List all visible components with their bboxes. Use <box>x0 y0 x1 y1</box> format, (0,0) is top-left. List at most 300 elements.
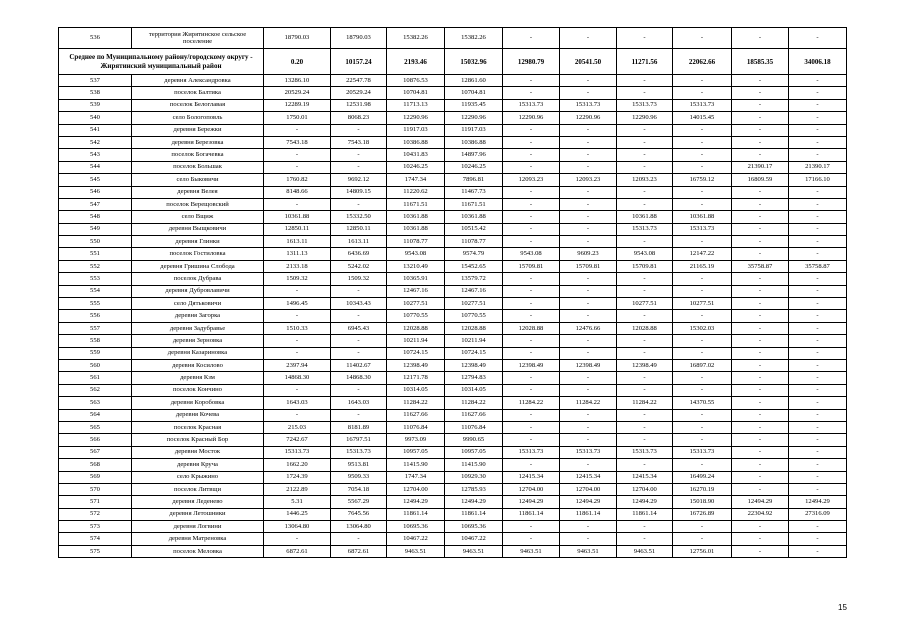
value-cell: - <box>673 273 732 285</box>
value-cell: - <box>264 149 331 161</box>
value-cell: 12861.60 <box>445 75 503 87</box>
value-cell: 5567.29 <box>331 496 387 508</box>
settlement-name: поселок Белоглавая <box>132 99 264 111</box>
value-cell: - <box>732 298 789 310</box>
value-cell: 10246.25 <box>445 161 503 173</box>
settlement-name: деревня Мосток <box>132 446 264 458</box>
value-cell: 1510.33 <box>264 322 331 334</box>
table-row <box>59 310 847 322</box>
value-cell: - <box>789 99 847 111</box>
value-cell: 11078.77 <box>387 236 445 248</box>
value-cell: - <box>732 186 789 198</box>
table-row <box>59 248 847 260</box>
value-cell: - <box>673 28 732 49</box>
value-cell: 15313.73 <box>503 99 560 111</box>
value-cell: 21390.17 <box>789 161 847 173</box>
value-cell: - <box>617 149 673 161</box>
value-cell: - <box>732 236 789 248</box>
value-cell: - <box>560 28 617 49</box>
value-cell: 14370.55 <box>673 397 732 409</box>
settlement-name: село Вщиж <box>132 211 264 223</box>
value-cell: 15018.90 <box>673 496 732 508</box>
value-cell: - <box>560 335 617 347</box>
table-row <box>59 347 847 359</box>
value-cell: - <box>789 236 847 248</box>
value-cell: 9990.65 <box>445 434 503 446</box>
settlement-name: территория Жирятинское сельское поселение <box>132 28 264 49</box>
table-row <box>59 508 847 520</box>
value-cell: - <box>789 28 847 49</box>
table-row <box>59 136 847 148</box>
settlement-name: деревня Выщковичи <box>132 223 264 235</box>
value-cell: - <box>673 285 732 297</box>
value-cell: 12785.93 <box>445 483 503 495</box>
value-cell: 1760.82 <box>264 174 331 186</box>
table-row <box>59 112 847 124</box>
value-cell: 12290.96 <box>560 112 617 124</box>
value-cell: - <box>617 533 673 545</box>
value-cell: 12398.49 <box>503 359 560 371</box>
settlement-name: деревня Бережки <box>132 124 264 136</box>
table-row <box>59 87 847 99</box>
row-number: 548 <box>59 211 132 223</box>
value-cell: - <box>617 186 673 198</box>
value-cell: - <box>617 521 673 533</box>
value-cell: - <box>503 372 560 384</box>
value-cell: - <box>560 124 617 136</box>
value-cell: - <box>789 471 847 483</box>
row-number: 549 <box>59 223 132 235</box>
value-cell: 10957.05 <box>445 446 503 458</box>
table-row <box>59 409 847 421</box>
value-cell: - <box>732 28 789 49</box>
value-cell: 20529.24 <box>264 87 331 99</box>
value-cell: - <box>503 434 560 446</box>
value-cell: 11284.22 <box>387 397 445 409</box>
value-cell: 12147.22 <box>673 248 732 260</box>
value-cell: - <box>503 347 560 359</box>
value-cell: - <box>560 161 617 173</box>
value-cell: 9574.79 <box>445 248 503 260</box>
value-cell: - <box>503 28 560 49</box>
value-cell: 12476.66 <box>560 322 617 334</box>
value-cell: - <box>732 347 789 359</box>
value-cell: 15313.73 <box>503 446 560 458</box>
value-cell: - <box>503 298 560 310</box>
value-cell: 10365.91 <box>387 273 445 285</box>
settlement-name: село Быковичи <box>132 174 264 186</box>
value-cell: - <box>732 99 789 111</box>
value-cell: 11671.51 <box>387 198 445 210</box>
row-number: 569 <box>59 471 132 483</box>
value-cell: 9463.51 <box>503 545 560 557</box>
table-row <box>59 285 847 297</box>
value-cell: 11861.14 <box>445 508 503 520</box>
value-cell: - <box>732 75 789 87</box>
table-row <box>59 471 847 483</box>
value-cell: 10361.88 <box>264 211 331 223</box>
value-cell: 8181.89 <box>331 421 387 433</box>
page-number: 15 <box>838 603 847 612</box>
value-cell: 9543.08 <box>387 248 445 260</box>
table-row <box>59 459 847 471</box>
value-cell: - <box>617 87 673 99</box>
settlement-name: деревня Зерновка <box>132 335 264 347</box>
value-cell: - <box>560 236 617 248</box>
value-cell: - <box>503 136 560 148</box>
value-cell: 1643.03 <box>331 397 387 409</box>
value-cell: 9463.51 <box>617 545 673 557</box>
value-cell: 13286.10 <box>264 75 331 87</box>
value-cell: - <box>789 372 847 384</box>
value-cell: - <box>732 533 789 545</box>
value-cell: 7054.18 <box>331 483 387 495</box>
value-cell: - <box>503 384 560 396</box>
value-cell: 15313.73 <box>673 446 732 458</box>
value-cell: - <box>617 409 673 421</box>
value-cell: 10724.15 <box>387 347 445 359</box>
value-cell: 11076.84 <box>387 421 445 433</box>
value-cell: - <box>560 223 617 235</box>
value-cell: - <box>503 533 560 545</box>
value-cell: - <box>560 384 617 396</box>
table-row <box>59 75 847 87</box>
value-cell: 1509.32 <box>264 273 331 285</box>
value-cell: 12290.96 <box>617 112 673 124</box>
value-cell: 14897.96 <box>445 149 503 161</box>
table-row <box>59 533 847 545</box>
table-row <box>59 223 847 235</box>
value-cell: - <box>673 434 732 446</box>
value-cell: - <box>789 310 847 322</box>
value-cell: 1662.20 <box>264 459 331 471</box>
value-cell: - <box>560 87 617 99</box>
value-cell: 10876.53 <box>387 75 445 87</box>
value-cell: 11861.14 <box>503 508 560 520</box>
settlement-name: деревня Дубровлавичи <box>132 285 264 297</box>
value-cell: - <box>331 409 387 421</box>
value-cell: 9609.23 <box>560 248 617 260</box>
value-cell: - <box>673 533 732 545</box>
value-cell: 18790.03 <box>331 28 387 49</box>
value-cell: 10695.36 <box>387 521 445 533</box>
value-cell: - <box>331 533 387 545</box>
value-cell: 15313.73 <box>560 446 617 458</box>
value-cell: - <box>732 273 789 285</box>
value-cell: - <box>673 421 732 433</box>
value-cell: - <box>789 285 847 297</box>
value-cell: - <box>617 285 673 297</box>
value-cell: 15332.50 <box>331 211 387 223</box>
value-cell: 16726.89 <box>673 508 732 520</box>
value-cell: 15313.73 <box>617 446 673 458</box>
table-row <box>59 446 847 458</box>
value-cell: - <box>560 421 617 433</box>
value-cell: - <box>560 198 617 210</box>
value-cell: - <box>617 347 673 359</box>
value-cell: 10957.05 <box>387 446 445 458</box>
settlement-name: поселок Балтика <box>132 87 264 99</box>
value-cell: - <box>732 471 789 483</box>
value-cell: - <box>264 347 331 359</box>
value-cell: 12467.16 <box>387 285 445 297</box>
value-cell: - <box>789 533 847 545</box>
value-cell: 12290.96 <box>503 112 560 124</box>
value-cell: - <box>732 198 789 210</box>
value-cell: 12850.11 <box>331 223 387 235</box>
table-row <box>59 372 847 384</box>
value-cell: 11220.62 <box>387 186 445 198</box>
value-cell: - <box>617 28 673 49</box>
value-cell: - <box>789 198 847 210</box>
settlement-name: деревня Александровка <box>132 75 264 87</box>
value-cell: 10515.42 <box>445 223 503 235</box>
value-cell: 11076.84 <box>445 421 503 433</box>
value-cell: - <box>673 347 732 359</box>
value-cell: - <box>732 421 789 433</box>
value-cell: - <box>673 124 732 136</box>
table-row <box>59 421 847 433</box>
value-cell: - <box>264 124 331 136</box>
value-cell: - <box>673 409 732 421</box>
value-cell: - <box>617 421 673 433</box>
settlement-name: село Дятьковичи <box>132 298 264 310</box>
value-cell: - <box>789 335 847 347</box>
value-cell: - <box>264 335 331 347</box>
row-number: 556 <box>59 310 132 322</box>
value-cell: 1747.34 <box>387 471 445 483</box>
row-number: 557 <box>59 322 132 334</box>
value-cell: 10277.51 <box>445 298 503 310</box>
settlement-name: поселок Кончино <box>132 384 264 396</box>
value-cell: 9509.33 <box>331 471 387 483</box>
table-row <box>59 298 847 310</box>
value-cell: 11627.66 <box>445 409 503 421</box>
value-cell: - <box>789 421 847 433</box>
value-cell: - <box>264 384 331 396</box>
value-cell: 15313.73 <box>617 223 673 235</box>
value-cell: - <box>789 75 847 87</box>
value-cell: 7242.67 <box>264 434 331 446</box>
value-cell: 12093.23 <box>617 174 673 186</box>
value-cell: - <box>789 87 847 99</box>
settlement-name: деревня Березовка <box>132 136 264 148</box>
value-cell: - <box>673 186 732 198</box>
value-cell: 11284.22 <box>560 397 617 409</box>
value-cell: - <box>331 198 387 210</box>
value-cell: - <box>503 211 560 223</box>
settlement-name: поселок Литвщи <box>132 483 264 495</box>
value-cell: 6872.61 <box>331 545 387 557</box>
value-cell: 21165.19 <box>673 260 732 272</box>
value-cell: 12289.19 <box>264 99 331 111</box>
value-cell: - <box>560 434 617 446</box>
value-cell: - <box>673 149 732 161</box>
value-cell: 15709.81 <box>617 260 673 272</box>
value-cell: 12494.29 <box>560 496 617 508</box>
table-row <box>59 397 847 409</box>
value-cell: 10361.88 <box>673 211 732 223</box>
value-cell: 12494.29 <box>445 496 503 508</box>
value-cell: - <box>560 75 617 87</box>
value-cell: - <box>732 397 789 409</box>
table-row <box>59 322 847 334</box>
value-cell: - <box>732 359 789 371</box>
value-cell: 9692.12 <box>331 174 387 186</box>
value-cell: - <box>331 310 387 322</box>
value-cell: 15302.03 <box>673 322 732 334</box>
value-cell: 15382.26 <box>387 28 445 49</box>
value-cell: - <box>789 211 847 223</box>
value-cell: 12093.23 <box>560 174 617 186</box>
value-cell: 10770.55 <box>445 310 503 322</box>
value-cell: 12531.98 <box>331 99 387 111</box>
settlement-name: деревня Велея <box>132 186 264 198</box>
value-cell: 10361.88 <box>387 223 445 235</box>
value-cell: - <box>331 149 387 161</box>
value-cell: - <box>560 521 617 533</box>
row-number: 544 <box>59 161 132 173</box>
value-cell: 22547.78 <box>331 75 387 87</box>
value-cell: 16499.24 <box>673 471 732 483</box>
value-cell: 11917.03 <box>445 124 503 136</box>
settlement-name: поселок Меловка <box>132 545 264 557</box>
value-cell: - <box>732 87 789 99</box>
value-cell: - <box>617 273 673 285</box>
average-row <box>59 49 847 75</box>
value-cell: 13579.72 <box>445 273 503 285</box>
table-row <box>59 149 847 161</box>
value-cell: - <box>264 161 331 173</box>
value-cell: 18585.35 <box>732 49 789 75</box>
value-cell: - <box>560 347 617 359</box>
value-cell: - <box>331 347 387 359</box>
value-cell: - <box>789 136 847 148</box>
value-cell: 12415.34 <box>503 471 560 483</box>
value-cell: 11861.14 <box>617 508 673 520</box>
value-cell: 6945.43 <box>331 322 387 334</box>
row-number: 567 <box>59 446 132 458</box>
value-cell: 11402.67 <box>331 359 387 371</box>
value-cell: - <box>560 273 617 285</box>
table-row <box>59 99 847 111</box>
value-cell: 10467.22 <box>445 533 503 545</box>
settlement-name: поселок Гостиловка <box>132 248 264 260</box>
value-cell: - <box>617 310 673 322</box>
value-cell: - <box>673 384 732 396</box>
value-cell: 12398.49 <box>387 359 445 371</box>
value-cell: 15032.96 <box>445 49 503 75</box>
value-cell: - <box>789 248 847 260</box>
value-cell: 11935.45 <box>445 99 503 111</box>
value-cell: 12028.88 <box>617 322 673 334</box>
row-number: 541 <box>59 124 132 136</box>
row-number: 542 <box>59 136 132 148</box>
table-row <box>59 273 847 285</box>
value-cell: 10704.81 <box>445 87 503 99</box>
value-cell: 20529.24 <box>331 87 387 99</box>
row-number: 550 <box>59 236 132 248</box>
value-cell: 10770.55 <box>387 310 445 322</box>
value-cell: - <box>673 310 732 322</box>
value-cell: 12467.16 <box>445 285 503 297</box>
table-row <box>59 434 847 446</box>
value-cell: 15313.73 <box>264 446 331 458</box>
row-number: 561 <box>59 372 132 384</box>
value-cell: - <box>560 186 617 198</box>
value-cell: 12704.00 <box>617 483 673 495</box>
value-cell: - <box>560 372 617 384</box>
value-cell: - <box>789 273 847 285</box>
value-cell: 12028.88 <box>445 322 503 334</box>
row-number: 539 <box>59 99 132 111</box>
value-cell: - <box>673 198 732 210</box>
value-cell: 15313.73 <box>617 99 673 111</box>
table-row <box>59 174 847 186</box>
value-cell: - <box>503 236 560 248</box>
value-cell: 16270.19 <box>673 483 732 495</box>
value-cell: - <box>789 223 847 235</box>
value-cell: - <box>331 161 387 173</box>
row-number: 540 <box>59 112 132 124</box>
value-cell: 21390.17 <box>732 161 789 173</box>
value-cell: 9513.81 <box>331 459 387 471</box>
value-cell: 1613.11 <box>264 236 331 248</box>
value-cell: 18790.03 <box>264 28 331 49</box>
value-cell: - <box>732 112 789 124</box>
value-cell: 2122.89 <box>264 483 331 495</box>
value-cell: - <box>789 186 847 198</box>
value-cell: 12290.96 <box>387 112 445 124</box>
value-cell: 15709.81 <box>560 260 617 272</box>
row-number: 564 <box>59 409 132 421</box>
value-cell: - <box>789 545 847 557</box>
value-cell: - <box>560 533 617 545</box>
value-cell: - <box>732 434 789 446</box>
value-cell: - <box>560 459 617 471</box>
value-cell: 17166.10 <box>789 174 847 186</box>
settlement-name: деревня Кзм <box>132 372 264 384</box>
value-cell: - <box>560 298 617 310</box>
value-cell: 12028.88 <box>503 322 560 334</box>
value-cell: 10211.94 <box>445 335 503 347</box>
row-number: 555 <box>59 298 132 310</box>
row-number: 571 <box>59 496 132 508</box>
value-cell: - <box>617 372 673 384</box>
settlement-name: село Бологоповль <box>132 112 264 124</box>
value-cell: 11271.56 <box>617 49 673 75</box>
value-cell: 10277.51 <box>673 298 732 310</box>
value-cell: - <box>264 310 331 322</box>
settlement-name: деревня Круча <box>132 459 264 471</box>
value-cell: - <box>617 236 673 248</box>
table-row <box>59 521 847 533</box>
row-number: 572 <box>59 508 132 520</box>
value-cell: 1724.39 <box>264 471 331 483</box>
value-cell: - <box>560 409 617 421</box>
value-cell: - <box>560 310 617 322</box>
row-number: 538 <box>59 87 132 99</box>
value-cell: - <box>503 198 560 210</box>
settlement-name: деревня Казариновка <box>132 347 264 359</box>
value-cell: 6436.69 <box>331 248 387 260</box>
settlement-name: деревня Коробовка <box>132 397 264 409</box>
value-cell: 10724.15 <box>445 347 503 359</box>
value-cell: - <box>673 459 732 471</box>
value-cell: 10246.25 <box>387 161 445 173</box>
value-cell: - <box>617 198 673 210</box>
value-cell: - <box>732 372 789 384</box>
